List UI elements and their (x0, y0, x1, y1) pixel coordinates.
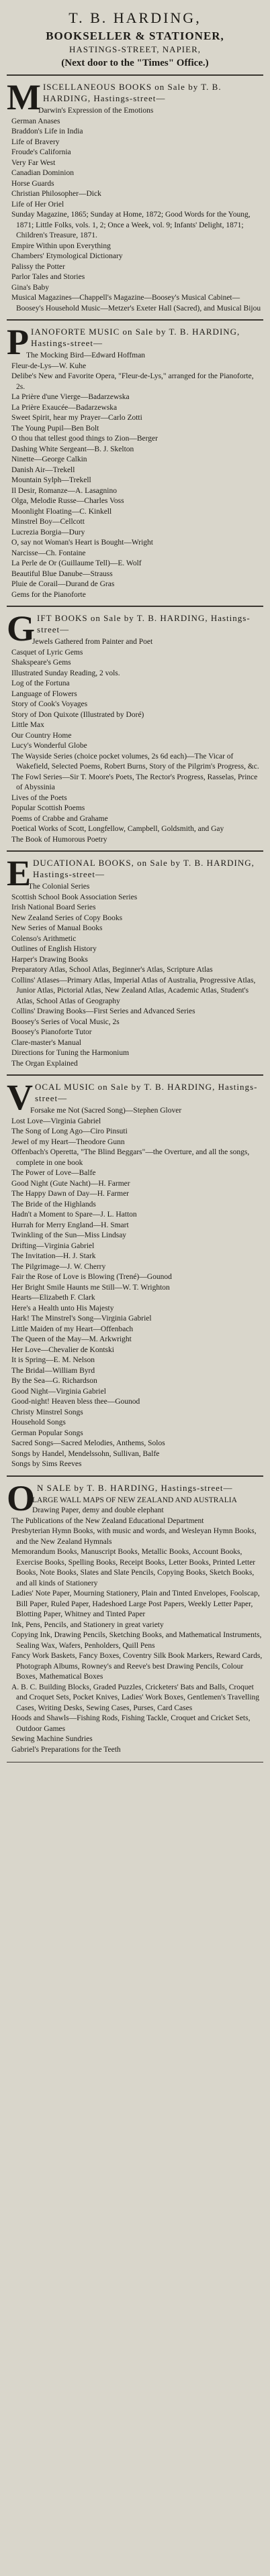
masthead-note: (Next door to the "Times" Office.) (61, 58, 209, 68)
list-item: Pluie de Corail—Durand de Gras (11, 580, 115, 588)
list-item: Ink, Pens, Pencils, and Stationery in great variety (11, 1620, 164, 1629)
list-item: La Perle de Or (Guillaume Tell)—E. Wolf (11, 559, 142, 567)
list-item: The Invitation—H. J. Stark (11, 1252, 96, 1260)
list-item: Sacred Songs—Sacred Melodies, Anthems, Solos (11, 1439, 165, 1447)
list-item: Christian Philosopher—Dick (11, 190, 101, 198)
list-item: Sewing Machine Sundries (11, 1735, 93, 1743)
list-item: Froude's California (11, 148, 71, 156)
list-item: Preparatory Atlas, School Atlas, Beginner's Atlas, Scripture Atlas (11, 966, 213, 974)
list-item: Boosey's Pianoforte Tutor (11, 1028, 92, 1036)
list-item: Fair the Rose of Love is Blowing (Trené)—Gounod (11, 1273, 172, 1281)
divider (7, 319, 263, 321)
list-item: The Fowl Series—Sir T. Moore's Poets, The Rector's Progress, Rasselas, Prince of Abyssinia (11, 773, 258, 791)
list-item: La Prière d'une Vierge—Badarzewska (11, 393, 130, 401)
masthead-subtitle: BOOKSELLER & STATIONER, (46, 30, 224, 42)
list-item: Shakspeare's Gems (11, 659, 71, 667)
list-item: Language of Flowers (11, 689, 77, 698)
list-item: Copying Ink, Drawing Pencils, Sketching Books, and Mathematical Instruments, Sealing Wax, Wafers, Penholders, Quill Pens (11, 1631, 262, 1650)
list-item: Forsake me Not (Sacred Song)—Stephen Glover (30, 1107, 182, 1115)
list-item: Minstrel Boy—Cellcott (11, 518, 85, 526)
list-item: The Mocking Bird—Edward Hoffman (26, 351, 146, 359)
list-item: It is Spring—E. M. Nelson (11, 1356, 95, 1364)
list-item: La Prière Exaucée—Badarzewska (11, 403, 118, 412)
item-list (7, 882, 263, 1069)
list-item: Delibe's New and Favorite Opera, "Fleur-de-Lys," arranged for the Pianoforte, 2s. (11, 372, 254, 391)
list-item: Darwin's Expression of the Emotions (38, 107, 154, 115)
section-heading: ISCELLANEOUS BOOKS on Sale by T. B. HARDING, Hastings-street— (42, 82, 222, 103)
list-item: Hoods and Shawls—Fishing Rods, Fishing Tackle, Croquet and Cricket Sets, Outdoor Games (11, 1714, 251, 1733)
list-item: Life of Her Oriel (11, 200, 64, 209)
masthead-name: T. B. HARDING, (69, 9, 201, 26)
list-item: Braddon's Life in India (11, 127, 83, 135)
list-item: Popular Scottish Poems (11, 804, 85, 812)
list-item: Songs by Handel, Mendelssohn, Sullivan, Balfe (11, 1449, 160, 1458)
list-item: Very Far West (11, 158, 56, 167)
list-item: Hadn't a Moment to Spare—J. L. Hatton (11, 1211, 137, 1219)
list-item: Musical Magazines—Chappell's Magazine—Boosey's Musical Cabinet—Boosey's Household Music—Metzer's Exeter Hall (Sacred), and Musical Bijou (11, 294, 261, 313)
list-item: Songs by Sims Reeves (11, 1460, 82, 1468)
list-item: Casquet of Lyric Gems (11, 648, 83, 657)
list-item: Ninette—George Calkin (11, 455, 87, 463)
list-item: Lost Love—Virginia Gabriel (11, 1117, 101, 1125)
list-item: Memorandum Books, Manuscript Books, Metallic Books, Account Books, Exercise Books, Spelling Books, Receipt Books, Letter Books, Printed Letter Books, Note Books, Slates and Slate Pencils, Copying Books, Sketch Books, and all kinds of Stationery (11, 1548, 256, 1587)
list-item: Drawing Paper, demy and double elephant (32, 1506, 164, 1514)
divider (7, 850, 263, 852)
list-item: Offenbach's Operetta, "The Blind Beggars"—the Overture, and all the songs, complete in one book (11, 1148, 250, 1167)
list-item: German Anases (11, 117, 60, 125)
list-item: Log of the Fortuna (11, 679, 70, 687)
list-item: The Publications of the New Zealand Educational Department (11, 1516, 204, 1525)
item-list (7, 637, 263, 845)
list-item: Gabriel's Preparations for the Teeth (11, 1745, 121, 1754)
list-item: Parlor Tales and Stories (11, 273, 85, 281)
list-item: Empire Within upon Everything (11, 241, 111, 250)
list-item: Outlines of English History (11, 945, 97, 953)
list-item: The Book of Humorous Poetry (11, 835, 107, 844)
list-item: The Young Pupil—Ben Bolt (11, 424, 99, 433)
section-educational-books (7, 853, 263, 1069)
divider (7, 1074, 263, 1076)
list-item: Hark! The Minstrel's Song—Virginia Gabriel (11, 1314, 152, 1323)
item-list (7, 351, 263, 600)
list-item: Directions for Tuning the Harmonium (11, 1049, 130, 1057)
section-pianoforte-music (7, 322, 263, 600)
list-item: Fleur-de-Lys—W. Kuhe (11, 361, 87, 370)
list-item: Horse Guards (11, 179, 54, 188)
list-item: The Song of Long Ago—Ciro Pinsuti (11, 1127, 128, 1135)
section-heading: IFT BOOKS on Sale by T. B. HARDING, Hastings-street— (37, 613, 251, 634)
list-item: Good Night—Virginia Gabriel (11, 1387, 106, 1396)
list-item: The Queen of the May—M. Arkwright (11, 1335, 132, 1343)
list-item: Good-night! Heaven bless thee—Gounod (11, 1398, 140, 1406)
section-heading: IANOFORTE MUSIC on Sale by T. B. HARDING, Hastings-street— (31, 327, 240, 348)
list-item: A. B. C. Building Blocks, Graded Puzzles, Cricketers' Bats and Balls, Croquet and Croquet Sets, Pocket Knives, Ladies' Work Boxes, Gentlemen's Travelling Cases, Writing Desks, Sewing Cases, Purses, Card Cases (11, 1683, 260, 1712)
section-vocal-music (7, 1077, 263, 1470)
divider (7, 74, 263, 76)
list-item: LARGE WALL MAPS OF NEW ZEALAND AND AUSTRALIA (32, 1496, 237, 1504)
list-item: Lucrezia Borgia—Dury (11, 528, 85, 537)
dropcap: V (7, 1077, 33, 1117)
dropcap: E (7, 853, 32, 893)
list-item: Story of Don Quixote (Illustrated by Doré) (11, 710, 144, 719)
list-item: Lives of the Poets (11, 793, 67, 802)
list-item: Her Bright Smile Haunts me Still—W. T. Wrighton (11, 1283, 170, 1292)
list-item: Collins' Atlases—Primary Atlas, Imperial Atlas of Australia, Progressive Atlas, Junior Atlas, Pictorial Atlas, New Zealand Atlas, Academic Atlas, Student's Atlas, School Atlas of Geography (11, 976, 256, 1005)
list-item: The Power of Love—Balfe (11, 1169, 96, 1177)
list-item: Olga, Melodie Russe—Charles Voss (11, 497, 124, 505)
list-item: Gina's Baby (11, 283, 50, 292)
list-item: O thou that tellest good things to Zion—Berger (11, 435, 158, 443)
list-item: Lucy's Wonderful Globe (11, 742, 87, 750)
dropcap: G (7, 608, 36, 649)
list-item: Dashing White Sergeant—B. J. Skelton (11, 445, 134, 453)
dropcap: M (7, 77, 41, 117)
list-item: German Popular Songs (11, 1429, 83, 1437)
list-item: Irish National Board Series (11, 903, 96, 911)
dropcap: O (7, 1477, 36, 1518)
list-item: Drifting—Virginia Gabriel (11, 1241, 95, 1250)
list-item: Narcisse—Ch. Fontaine (11, 549, 86, 557)
list-item: Clare-master's Manual (11, 1038, 81, 1047)
list-item: The Bride of the Highlands (11, 1200, 96, 1209)
list-item: Canadian Dominion (11, 169, 74, 177)
list-item: Life of Bravery (11, 137, 60, 146)
list-item: Beautiful Blue Danube—Strauss (11, 569, 113, 578)
list-item: The Pilgrimage—J. W. Cherry (11, 1262, 106, 1271)
list-item: The Colonial Series (28, 883, 90, 891)
list-item: Harper's Drawing Books (11, 955, 88, 964)
section-gift-books (7, 608, 263, 845)
list-item: The Happy Dawn of Day—H. Farmer (11, 1190, 130, 1198)
section-heading: OCAL MUSIC on Sale by T. B. HARDING, Hastings-street— (35, 1082, 258, 1103)
list-item: Scottish School Book Association Series (11, 893, 138, 901)
list-item: Household Songs (11, 1418, 66, 1426)
list-item: New Zealand Series of Copy Books (11, 913, 123, 922)
list-item: O, say not Woman's Heart is Bought—Wright (11, 539, 153, 547)
list-item: Sweet Spirit, hear my Prayer—Carlo Zotti (11, 414, 142, 422)
list-item: Poems of Crabbe and Grahame (11, 814, 108, 823)
list-item: Little Maiden of my Heart—Offenbach (11, 1325, 134, 1333)
masthead-address: HASTINGS-STREET, NAPIER, (69, 44, 201, 54)
list-item: The Bridal—William Byrd (11, 1366, 95, 1375)
list-item: Christy Minstrel Songs (11, 1408, 83, 1416)
item-list (7, 1106, 263, 1470)
dropcap: P (7, 322, 29, 362)
list-item: Danish Air—Trekell (11, 465, 75, 474)
list-item: Here's a Health unto His Majesty (11, 1304, 114, 1312)
list-item: Fancy Work Baskets, Fancy Boxes, Coventry Silk Book Markers, Reward Cards, Photograph Albums, Rowney's and Reeve's best Drawing Pencils, Colour Boxes, Mathematical Boxes (11, 1652, 263, 1681)
list-item: Ladies' Note Paper, Mourning Stationery, Plain and Tinted Envelopes, Foolscap, Bill Paper, Ruled Paper, Hadeshoed Large Post Papers, Weekly Letter Paper, Blotting Paper, Whitney and Tinted Paper (11, 1589, 260, 1618)
list-item: Little Max (11, 721, 44, 729)
list-item: Hurrah for Merry England—H. Smart (11, 1221, 129, 1229)
divider (7, 606, 263, 607)
item-list (7, 1496, 263, 1756)
list-item: Palissy the Potter (11, 262, 65, 271)
list-item: Presbyterian Hymn Books, with music and words, and Wesleyan Hymn Books, and the New Zealand Hymnals (11, 1527, 257, 1546)
section-miscellaneous-books (7, 77, 263, 314)
divider (7, 1475, 263, 1477)
section-on-sale (7, 1477, 263, 1756)
list-item: Jewels Gathered from Painter and Poet (32, 638, 153, 646)
list-item: Gems for the Pianoforte (11, 590, 86, 599)
list-item: New Series of Manual Books (11, 924, 103, 932)
list-item: Boosey's Series of Vocal Music, 2s (11, 1017, 120, 1026)
list-item: Collins' Drawing Books—First Series and Advanced Series (11, 1007, 195, 1015)
list-item: Twinkling of the Sun—Miss Lindsay (11, 1231, 127, 1239)
list-item: Moonlight Floating—C. Kinkell (11, 507, 112, 516)
list-item: Good Night (Gute Nacht)—H. Farmer (11, 1179, 130, 1188)
list-item: Mountain Sylph—Trekell (11, 476, 91, 484)
list-item: Hearts—Elizabeth F. Clark (11, 1294, 95, 1302)
section-heading: N SALE by T. B. HARDING, Hastings-street— (37, 1482, 233, 1493)
list-item: Illustrated Sunday Reading, 2 vols. (11, 669, 120, 677)
list-item: Her Love—Chevalier de Kontski (11, 1345, 114, 1354)
list-item: Colenso's Arithmetic (11, 934, 77, 943)
item-list (7, 106, 263, 314)
list-item: The Organ Explained (11, 1059, 78, 1068)
section-heading: DUCATIONAL BOOKS, on Sale by T. B. HARDING, Hastings-street— (33, 858, 255, 879)
list-item: Poetical Works of Scott, Longfellow, Campbell, Goldsmith, and Gay (11, 825, 224, 833)
list-item: Chambers' Etymological Dictionary (11, 252, 123, 260)
list-item: Jewel of my Heart—Theodore Gunn (11, 1137, 125, 1146)
list-item: Story of Cook's Voyages (11, 700, 88, 708)
list-item: Sunday Magazine, 1865; Sunday at Home, 1872; Good Words for the Young, 1871; Little Folks, vols. 1, 2; Once a Week, vol. 9; Infants' Delight, 1871; Children's Treasure, 1871. (11, 211, 251, 239)
list-item: By the Sea—G. Richardson (11, 1377, 97, 1385)
list-item: Il Desir, Romanze—A. Lasagnino (11, 486, 117, 495)
masthead (7, 9, 263, 69)
list-item: The Wayside Series (choice pocket volumes, 2s 6d each)—The Vicar of Wakefield, Selected Poems, Robert Burns, Story of the Pilgrim's Progress, &c. (11, 752, 259, 771)
list-item: Our Country Home (11, 731, 72, 740)
